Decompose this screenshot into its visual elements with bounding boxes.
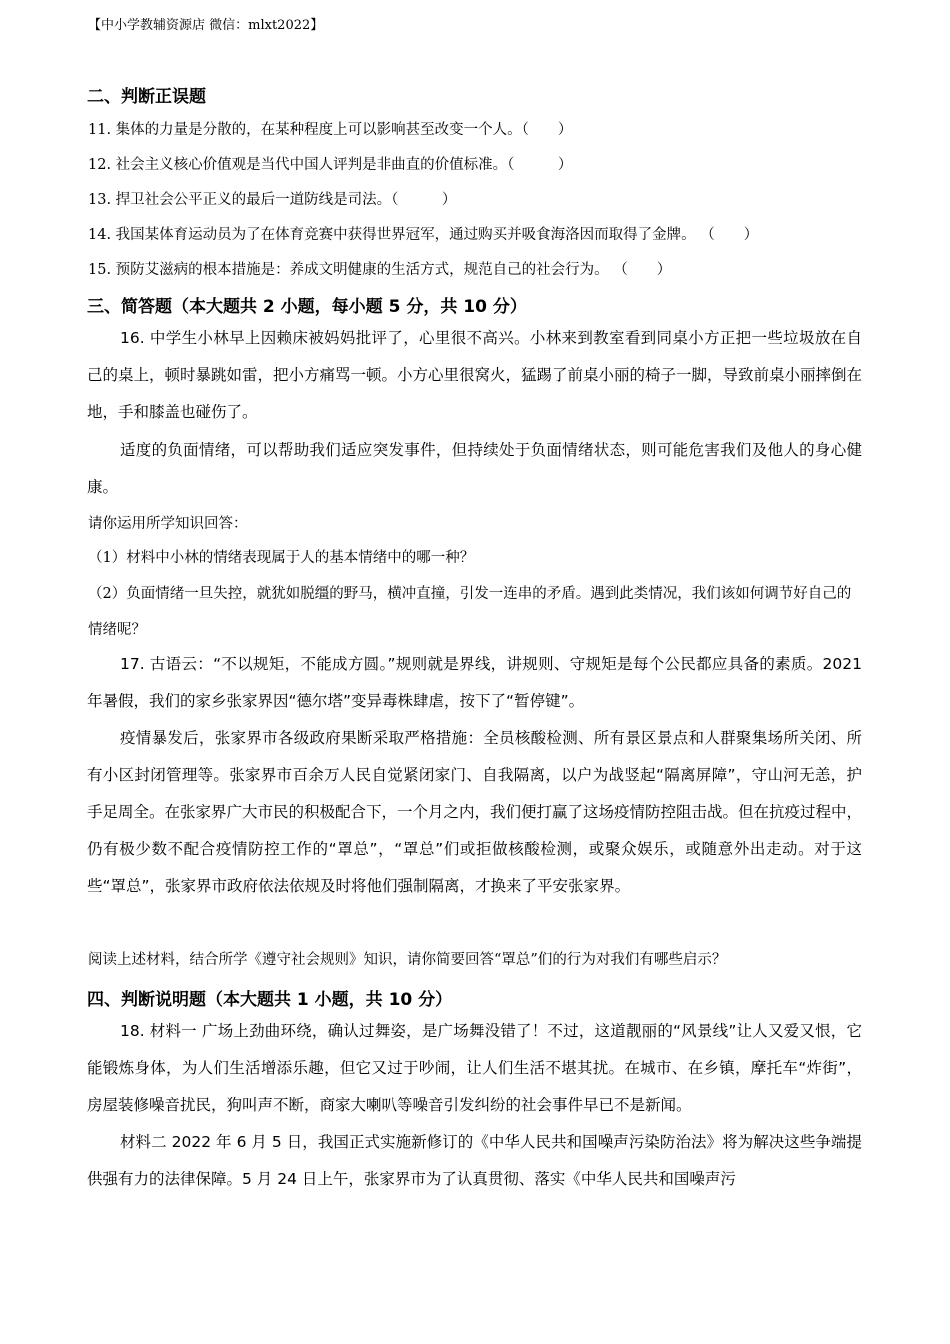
question-11: 11. 集体的力量是分散的，在某种程度上可以影响甚至改变一个人。（ ） [88,122,573,138]
question-16-sub-2: （2）负面情绪一旦失控，就犹如脱缰的野马，横冲直撞，引发一连串的矛盾。遇到此类情况，我们该如何调节好自己的情绪呢？ [88,586,852,638]
question-14: 14. 我国某体育运动员为了在体育竞赛中获得世界冠军，通过购买并吸食海洛因而取得了金牌。 （ ） [88,227,759,243]
question-12: 12. 社会主义核心价值观是当代中国人评判是非曲直的价值标准。（ ） [88,157,573,173]
question-17-material: 17. 古语云：“不以规矩，不能成方圆。”规则就是界线，讲规则、守规矩是每个公民都应具备的素质。2021 年暑假，我们的家乡张家界因“德尔塔”变异毒株肆虐，按下了“暂停键”。 [87,655,862,710]
question-16-prompt: 请你运用所学知识回答： [88,516,248,532]
section-title-short-answer: 三、简答题（本大题共 2 小题，每小题 5 分，共 10 分） [87,297,527,317]
watermark-header: 【中小学教辅资源店 微信：mlxt2022】 [88,18,324,33]
question-16-sub-1: （1）材料中小林的情绪表现属于人的基本情绪中的哪一种？ [88,550,475,566]
question-18-material-2: 材料二 2022 年 6 月 5 日，我国正式实施新修订的《中华人民共和国噪声污染防治法》将为解决这些争端提供强有力的法律保障。5 月 24 日上午，张家界市为了认真贯彻、落实《中华人民共和国噪声污 [87,1133,862,1188]
question-15: 15. 预防艾滋病的根本措施是：养成文明健康的生活方式，规范自己的社会行为。 （ ） [88,262,672,278]
question-18-material-1: 18. 材料一 广场上劲曲环绕，确认过舞姿，是广场舞没错了！不过，这道靓丽的“风景线”让人又爱又恨，它能锻炼身体，为人们生活增添乐趣，但它又过于吵闹，让人们生活不堪其扰。在城市、在乡镇，摩托车“炸街”，房屋装修噪音扰民，狗叫声不断，商家大喇叭等噪音引发纠纷的社会事件早已不是新闻。 [87,1022,862,1114]
question-13: 13. 捍卫社会公平正义的最后一道防线是司法。（ ） [88,192,457,208]
section-title-judge-explain: 四、判断说明题（本大题共 1 小题，共 10 分） [87,990,453,1010]
question-17-epidemic: 疫情暴发后，张家界市各级政府果断采取严格措施：全员核酸检测、所有景区景点和人群聚集场所关闭、所有小区封闭管理等。张家界市百余万人民自觉紧闭家门、自我隔离，以户为战竖起“隔离屏障”，守山河无恙，护手足周全。在张家界广大市民的积极配合下，一个月之内，我们便打赢了这场疫情防控阻击战。但在抗疫过程中，仍有极少数不配合疫情防控工作的“罩总”，“罩总”们或拒做核酸检测，或聚众娱乐，或随意外出走动。对于这些“罩总”，张家界市政府依法依规及时将他们强制隔离，才换来了平安张家界。 [87,729,863,895]
question-16-material: 16. 中学生小林早上因赖床被妈妈批评了，心里很不高兴。小林来到教室看到同桌小方正把一些垃圾放在自己的桌上，顿时暴跳如雷，把小方痛骂一顿。小方心里很窝火，猛踢了前桌小丽的椅子一脚，导致前桌小丽摔倒在地，手和膝盖也碰伤了。 [87,329,863,421]
question-16-emotion-note: 适度的负面情绪，可以帮助我们适应突发事件，但持续处于负面情绪状态，则可能危害我们及他人的身心健康。 [87,441,862,496]
section-title-judgment: 二、判断正误题 [87,87,206,107]
question-17-prompt: 阅读上述材料，结合所学《遵守社会规则》知识，请你简要回答“罩总”们的行为对我们有哪些启示？ [88,952,727,968]
